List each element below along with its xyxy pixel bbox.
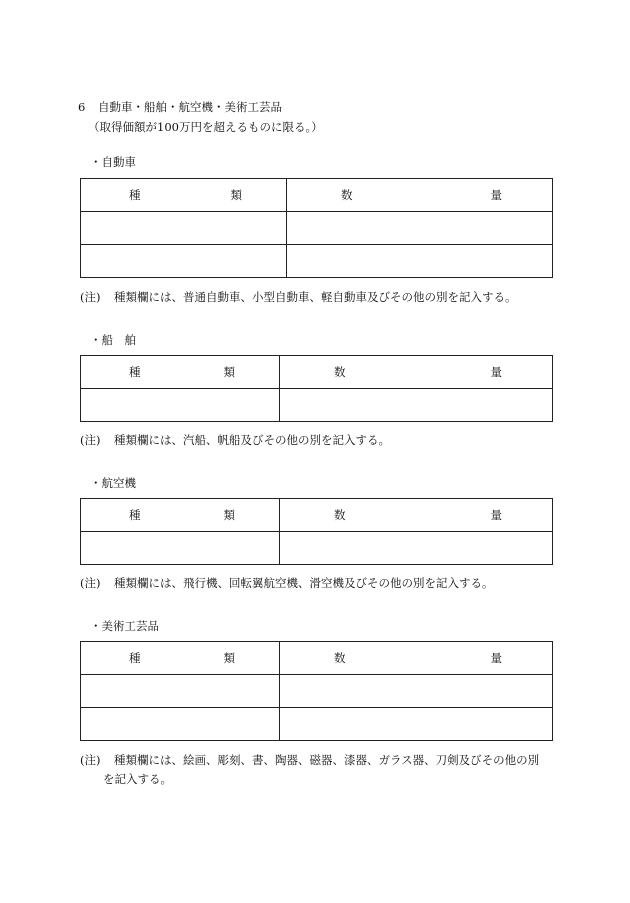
- car-table: [80, 178, 553, 278]
- kind-header-cell: [81, 499, 280, 532]
- ship-table: [80, 355, 553, 422]
- quantity-input-cell[interactable]: [287, 245, 553, 278]
- quantity-header-char-1: 数: [334, 365, 346, 379]
- kind-header-cell: [81, 642, 280, 675]
- section-heading: [78, 99, 282, 115]
- quantity-header-char-2: 量: [490, 188, 502, 202]
- note-label: (注): [80, 290, 101, 304]
- table-header-row: [81, 179, 553, 212]
- ship-section-title: ・船 舶: [90, 333, 136, 347]
- art-table: [80, 641, 553, 741]
- quantity-input-cell[interactable]: [280, 389, 553, 422]
- table-row: [81, 708, 553, 741]
- table-row: [81, 245, 553, 278]
- ship-note-text: 種類欄には、汽船、帆船及びその他の別を記入する。: [114, 433, 390, 447]
- kind-header-char-1: 種: [129, 508, 141, 522]
- kind-header-char-1: 種: [129, 365, 141, 379]
- quantity-input-cell[interactable]: [280, 532, 553, 565]
- table-row: [81, 389, 553, 422]
- kind-input-cell[interactable]: [81, 708, 280, 741]
- quantity-header-cell: [287, 179, 553, 212]
- art-note-text: 種類欄には、絵画、彫刻、書、陶器、磁器、漆器、ガラス器、刀剣及びその他の別: [114, 753, 540, 767]
- art-note: [80, 752, 539, 768]
- section-title: 自動車・船舶・航空機・美術工芸品: [98, 100, 282, 114]
- table-header-row: [81, 499, 553, 532]
- aircraft-note: [80, 575, 494, 591]
- kind-header-char-1: 種: [129, 651, 141, 665]
- quantity-input-cell[interactable]: [280, 675, 553, 708]
- kind-input-cell[interactable]: [81, 212, 287, 245]
- kind-header-cell: [81, 356, 280, 389]
- quantity-header-char-2: 量: [490, 651, 502, 665]
- table-header-row: [81, 356, 553, 389]
- car-note: [80, 289, 517, 305]
- kind-header-char-2: 類: [223, 365, 235, 379]
- aircraft-table: [80, 498, 553, 565]
- kind-header-cell: [81, 179, 287, 212]
- table-row: [81, 532, 553, 565]
- ship-note: [80, 432, 390, 448]
- car-section-title: ・自動車: [90, 155, 136, 169]
- note-label: (注): [80, 433, 101, 447]
- quantity-header-cell: [280, 499, 553, 532]
- kind-header-char-1: 種: [129, 188, 141, 202]
- note-label: (注): [80, 576, 101, 590]
- quantity-header-cell: [280, 356, 553, 389]
- kind-input-cell[interactable]: [81, 245, 287, 278]
- quantity-header-char-2: 量: [490, 508, 502, 522]
- quantity-input-cell[interactable]: [287, 212, 553, 245]
- section-number: 6: [78, 100, 86, 114]
- quantity-header-char-1: 数: [341, 188, 353, 202]
- note-label: (注): [80, 753, 101, 767]
- car-note-text: 種類欄には、普通自動車、小型自動車、軽自動車及びその他の別を記入する。: [114, 290, 517, 304]
- table-row: [81, 212, 553, 245]
- quantity-input-cell[interactable]: [280, 708, 553, 741]
- table-header-row: [81, 642, 553, 675]
- kind-input-cell[interactable]: [81, 675, 280, 708]
- quantity-header-char-1: 数: [334, 508, 346, 522]
- kind-input-cell[interactable]: [81, 389, 280, 422]
- kind-header-char-2: 類: [223, 651, 235, 665]
- aircraft-section-title: ・航空機: [90, 476, 136, 490]
- kind-header-char-2: 類: [230, 188, 242, 202]
- aircraft-note-text: 種類欄には、飛行機、回転翼航空機、滑空機及びその他の別を記入する。: [114, 576, 494, 590]
- kind-input-cell[interactable]: [81, 532, 280, 565]
- kind-header-char-2: 類: [223, 508, 235, 522]
- quantity-header-cell: [280, 642, 553, 675]
- art-note-continuation: を記入する。: [103, 772, 172, 786]
- section-subtitle: （取得価額が100万円を超えるものに限る。）: [88, 120, 323, 134]
- quantity-header-char-2: 量: [490, 365, 502, 379]
- quantity-header-char-1: 数: [334, 651, 346, 665]
- table-row: [81, 675, 553, 708]
- art-section-title: ・美術工芸品: [90, 619, 159, 633]
